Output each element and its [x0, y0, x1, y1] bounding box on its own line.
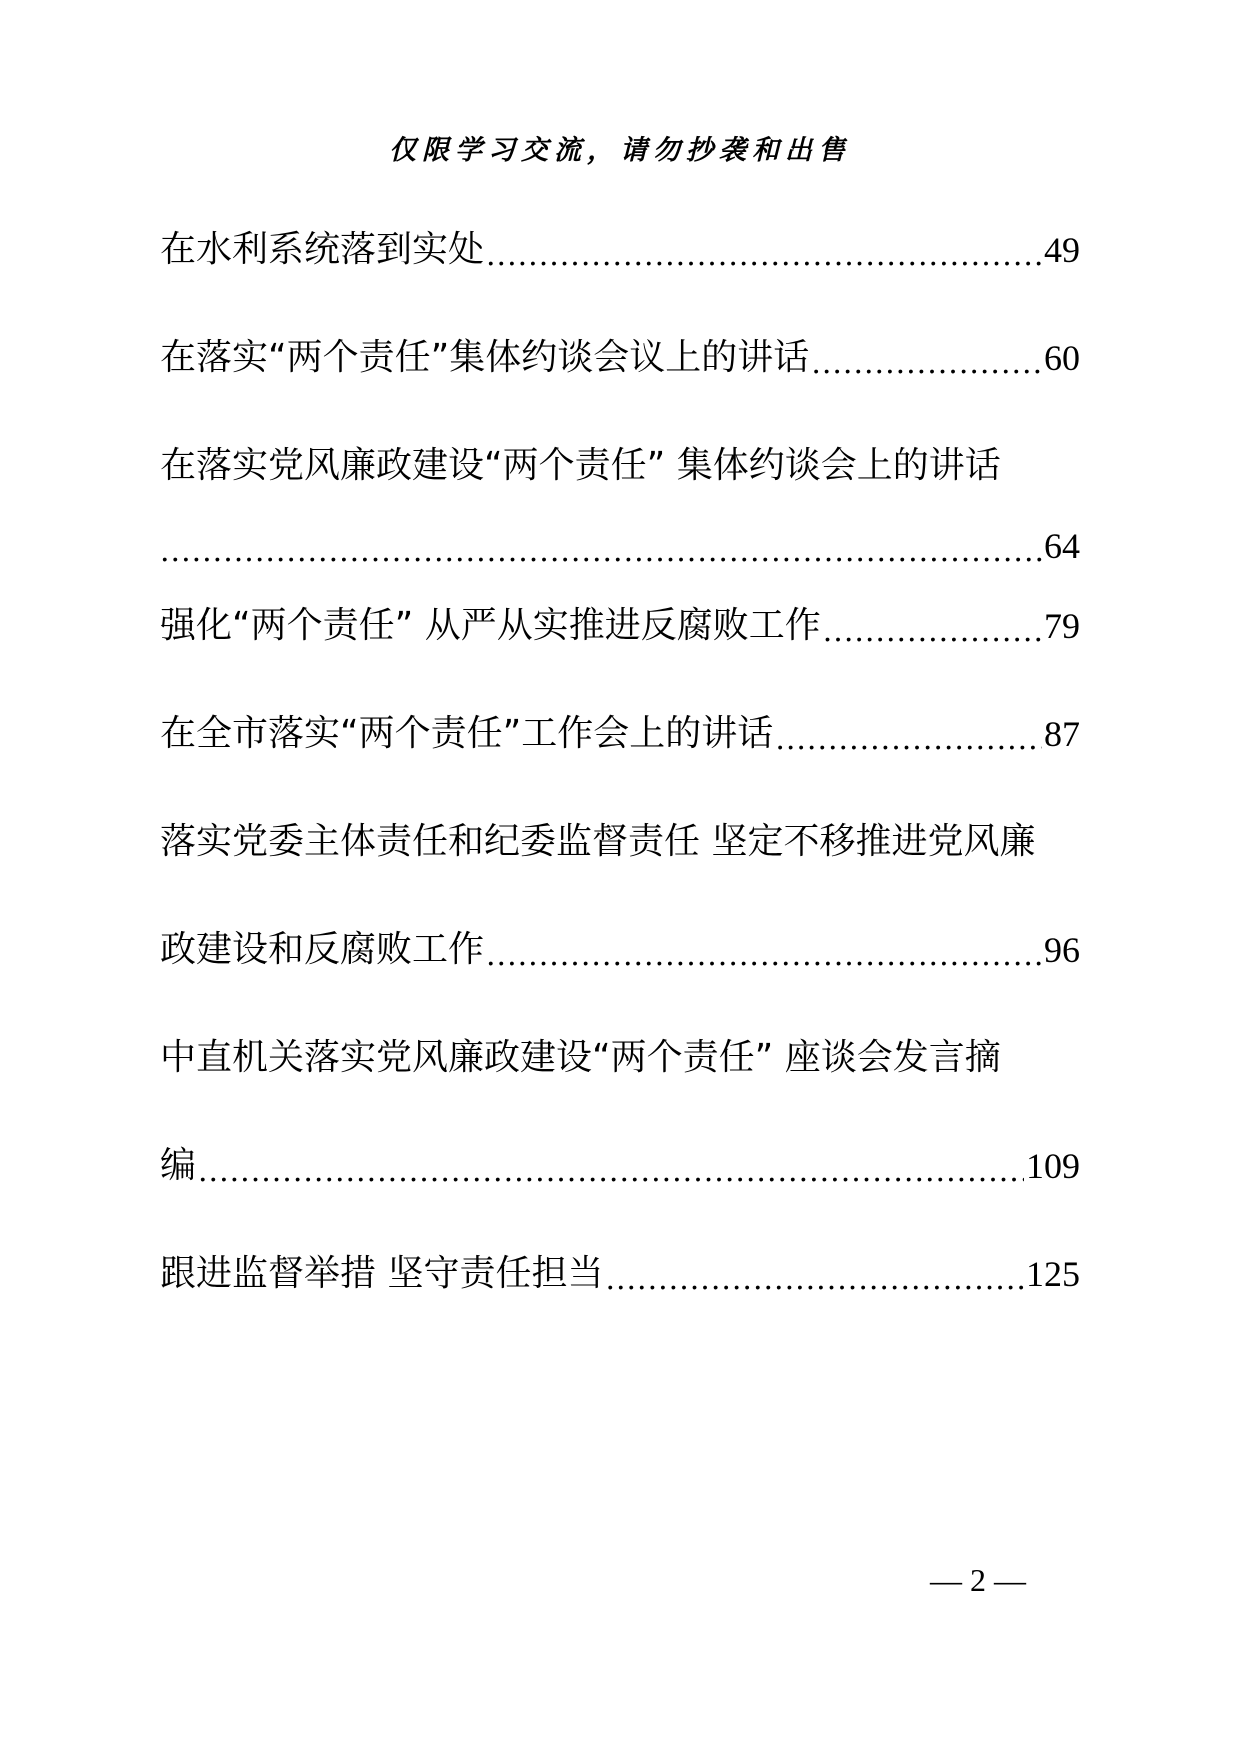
- toc-entry[interactable]: [160, 1136, 1080, 1196]
- toc-entry-page: 60: [1044, 338, 1080, 378]
- page-header-notice: 仅限学习交流，请勿抄袭和出售: [389, 135, 851, 166]
- toc-entry[interactable]: [160, 704, 1080, 764]
- toc-leader-dots: [486, 232, 1042, 280]
- toc-entry-title: 在落实“两个责任”集体约谈会议上的讲话: [160, 337, 810, 378]
- toc-entry-title-line2: 编: [160, 1145, 197, 1186]
- toc-entry-page: 87: [1044, 714, 1080, 754]
- toc-leader-dots: [775, 716, 1042, 764]
- toc-entry-title-line1[interactable]: 中直机关落实党风廉政建设“两个责任” 座谈会发言摘: [160, 1037, 1001, 1078]
- toc-entry-page: 64: [1044, 526, 1080, 566]
- toc-entry[interactable]: [160, 328, 1080, 388]
- toc-leader-dots: [823, 608, 1042, 656]
- toc-entry-title-line2: 政建设和反腐败工作: [160, 929, 485, 970]
- toc-entry-page: 125: [1026, 1254, 1080, 1294]
- toc-entry-page: 109: [1026, 1146, 1080, 1186]
- toc-entry-page: 49: [1044, 230, 1080, 270]
- toc-leader-dots: [198, 1148, 1024, 1196]
- toc-entry-page: 79: [1044, 606, 1080, 646]
- toc-leader-dots: [605, 1256, 1024, 1304]
- toc-entry[interactable]: [160, 596, 1080, 656]
- toc-entry-title: 跟进监督举措 坚守责任担当: [160, 1253, 604, 1294]
- toc-leader-dots: [160, 528, 1042, 576]
- toc-entry-title: 在水利系统落到实处: [160, 229, 485, 270]
- toc-entry[interactable]: [160, 220, 1080, 280]
- toc-entry[interactable]: [160, 1244, 1080, 1304]
- toc-entry-title: 强化“两个责任” 从严从实推进反腐败工作: [160, 605, 821, 646]
- toc-entry-page: 96: [1044, 930, 1080, 970]
- toc-entry[interactable]: [160, 920, 1080, 980]
- toc-entry-title-line1[interactable]: 在落实党风廉政建设“两个责任” 集体约谈会上的讲话: [160, 445, 1001, 486]
- toc-entry-title-line1[interactable]: 落实党委主体责任和纪委监督责任 坚定不移推进党风廉: [160, 821, 1036, 862]
- page-number-footer: — 2 —: [930, 1562, 1026, 1598]
- toc-leader-dots: [811, 340, 1042, 388]
- toc-entry[interactable]: [160, 516, 1080, 576]
- toc-leader-dots: [486, 932, 1042, 980]
- toc-entry-title: 在全市落实“两个责任”工作会上的讲话: [160, 713, 774, 754]
